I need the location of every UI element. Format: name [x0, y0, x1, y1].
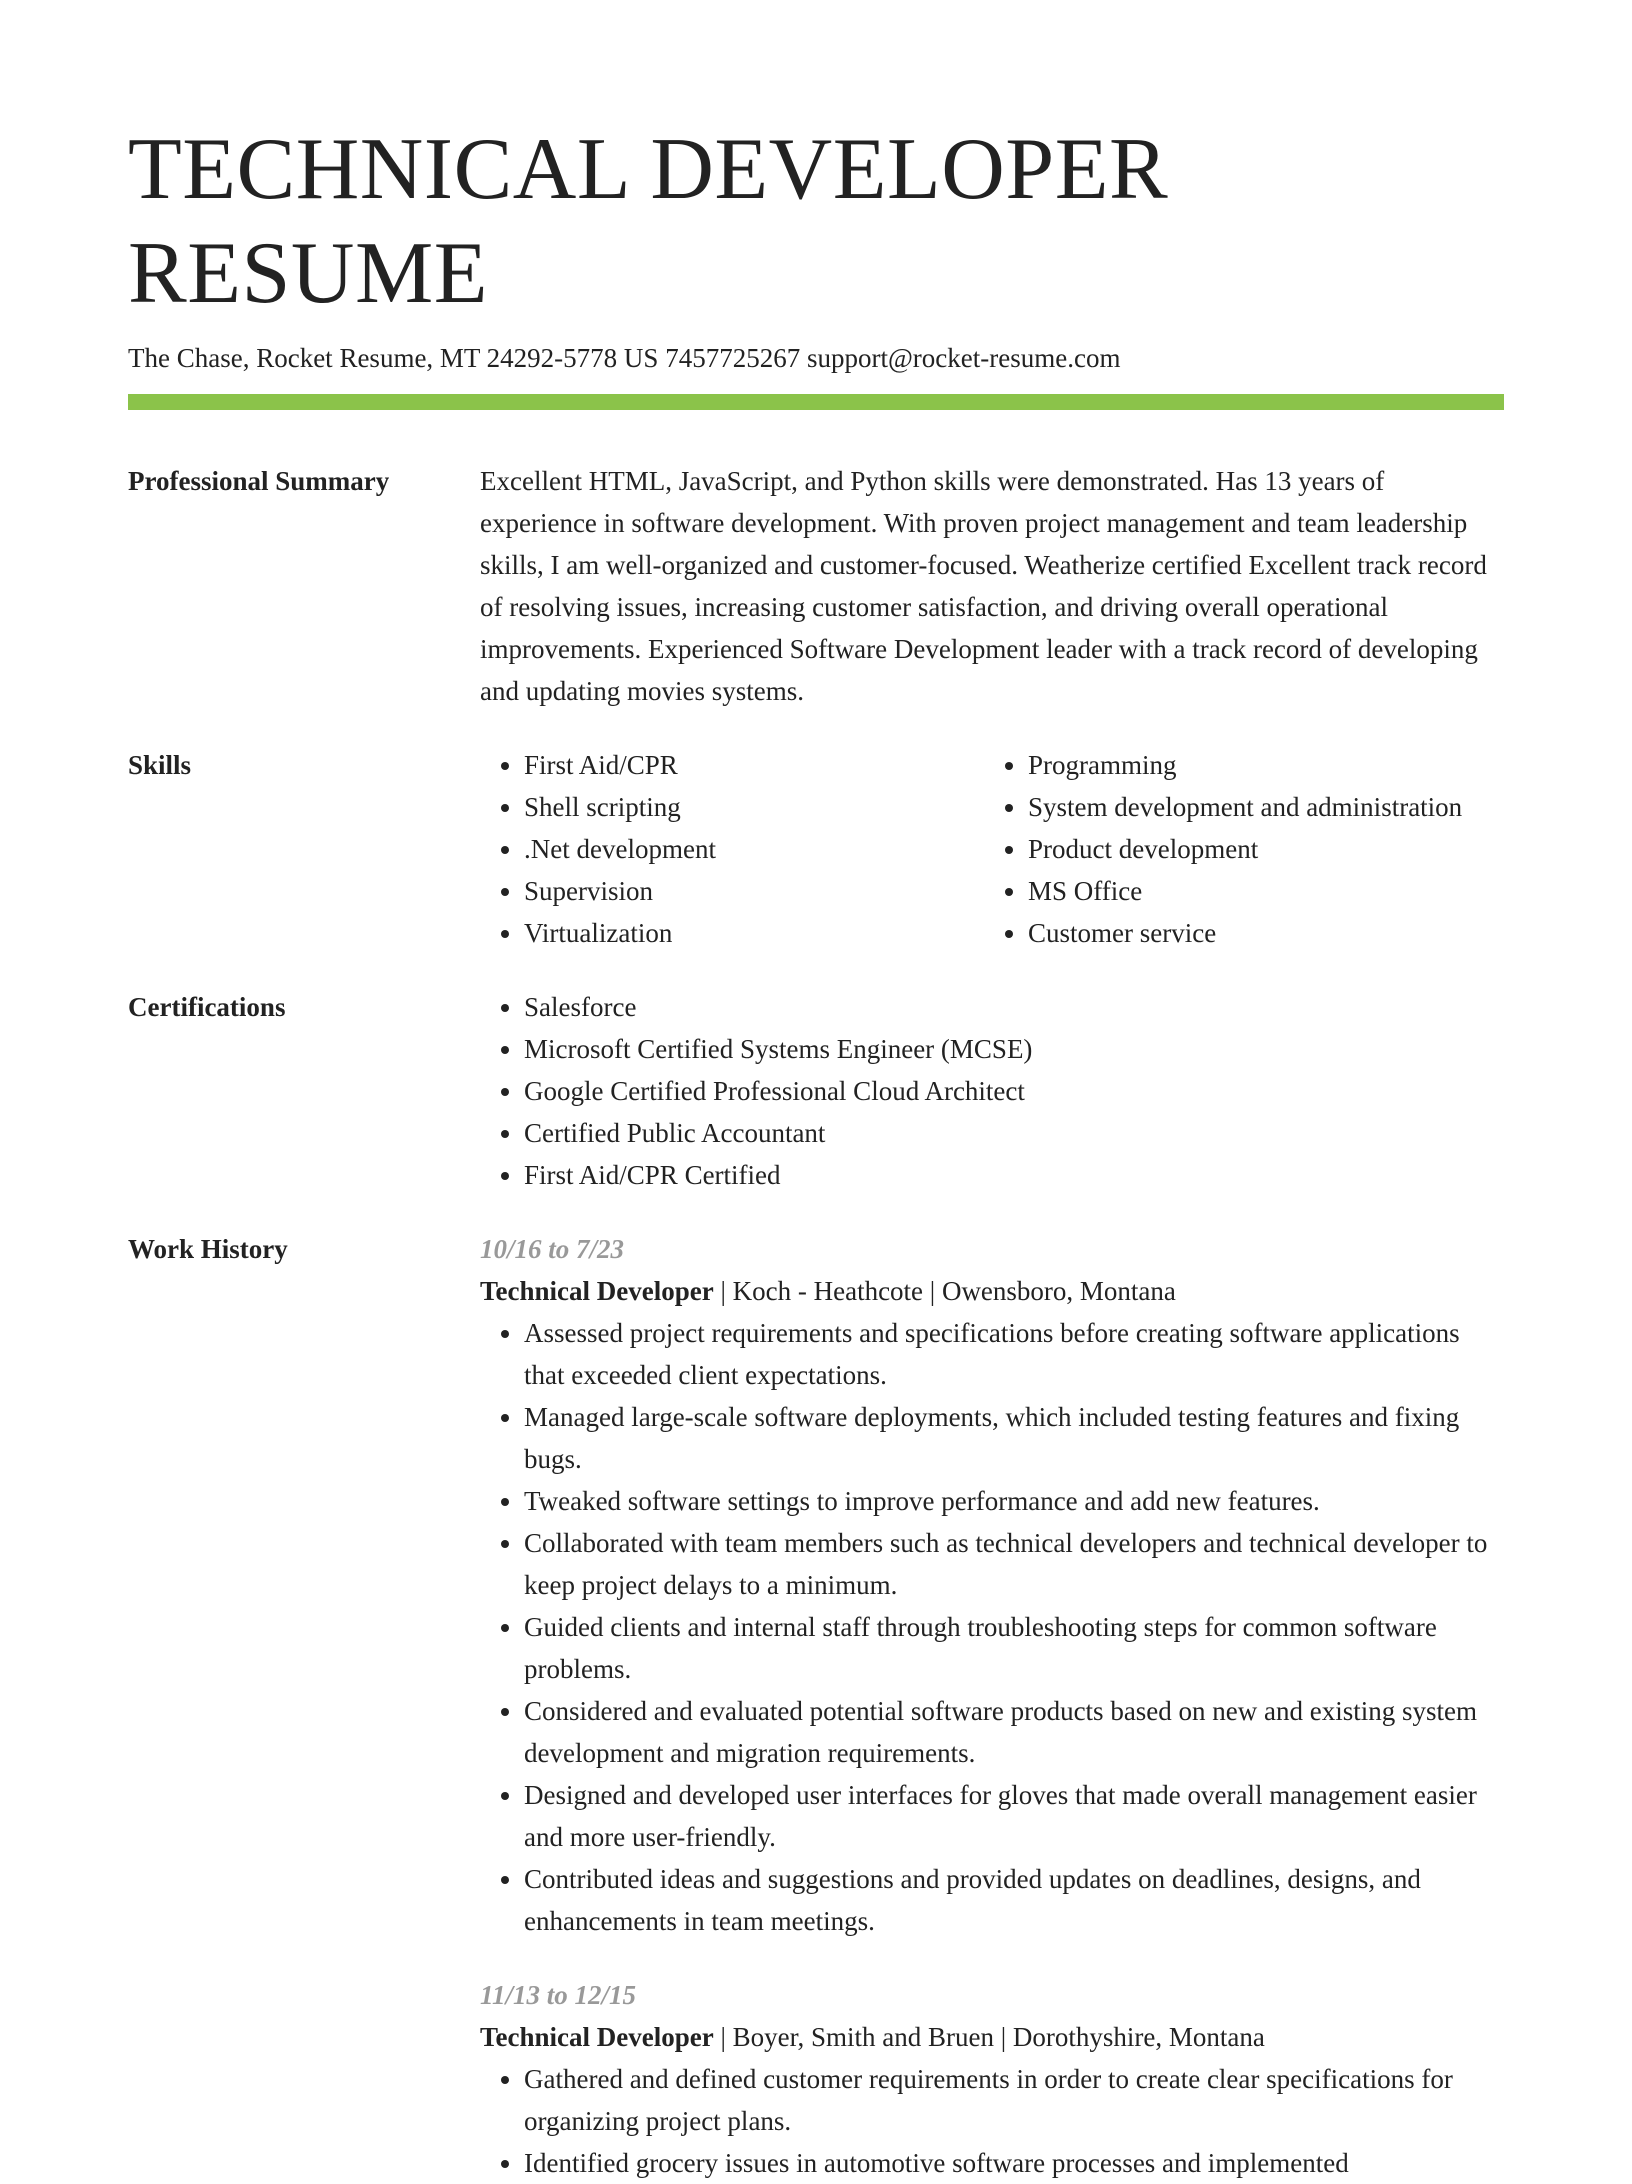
resume-title: TECHNICAL DEVELOPER RESUME	[128, 121, 1169, 322]
skill-item: • Supervision	[524, 870, 984, 912]
job-bullet: • Tweaked software settings to improve performance and add new features.	[524, 1480, 1504, 1522]
job-title: Technical Developer	[480, 1276, 714, 1306]
skill-item: • Shell scripting	[524, 786, 984, 828]
job-bullet: • Assessed project requirements and specifications before creating software applications that exceeded client expectations.	[524, 1312, 1504, 1396]
certification-item: • Google Certified Professional Cloud Architect	[524, 1070, 1504, 1112]
job-bullet: • Designed and developed user interfaces for gloves that made overall management easier and more user-friendly.	[524, 1774, 1504, 1858]
job-dates: 10/16 to 7/23	[480, 1234, 625, 1264]
section-label-certifications: Certifications	[128, 992, 286, 1022]
skill-item: • Programming	[1028, 744, 1488, 786]
section-label-work-history: Work History	[128, 1234, 288, 1264]
job-responsibilities	[480, 1312, 1504, 1942]
job-bullet: • Considered and evaluated potential software products based on new and existing system development and migration requirements.	[524, 1690, 1504, 1774]
skill-item: • MS Office	[1028, 870, 1488, 912]
job-entry	[480, 1228, 1504, 1942]
header-divider	[128, 394, 1504, 410]
job-title: Technical Developer	[480, 2022, 714, 2052]
job-employer-location: | Boyer, Smith and Bruen | Dorothyshire, Montana	[713, 2022, 1265, 2052]
certification-item: • Salesforce	[524, 986, 1504, 1028]
skills-section	[128, 744, 1504, 954]
section-label-skills: Skills	[128, 750, 192, 780]
certification-item: • Microsoft Certified Systems Engineer (MCSE)	[524, 1028, 1504, 1070]
job-dates: 11/13 to 12/15	[480, 1980, 637, 2010]
skill-item: • First Aid/CPR	[524, 744, 984, 786]
job-bullet: • Managed large-scale software deployments, which included testing features and fixing bugs.	[524, 1396, 1504, 1480]
job-bullet: • Gathered and defined customer requirements in order to create clear specifications for organizing project plans.	[524, 2058, 1504, 2142]
professional-summary-section	[128, 460, 1504, 712]
skills-column-right	[984, 744, 1488, 954]
job-bullet: • Guided clients and internal staff through troubleshooting steps for common software problems.	[524, 1606, 1504, 1690]
job-bullet: • Collaborated with team members such as technical developers and technical developer to keep project delays to a minimum.	[524, 1522, 1504, 1606]
job-entry	[480, 1974, 1504, 2184]
job-heading	[480, 1270, 1504, 1312]
job-bullet: • Identified grocery issues in automotive software processes and implemented	[524, 2142, 1504, 2184]
job-bullet: • Contributed ideas and suggestions and provided updates on deadlines, designs, and enhancements in team meetings.	[524, 1858, 1504, 1942]
contact-line: The Chase, Rocket Resume, MT 24292-5778 US 7457725267 support@rocket-resume.com	[128, 343, 1121, 373]
job-responsibilities	[480, 2058, 1504, 2184]
work-history-section	[128, 1228, 1504, 2184]
skill-item: • Virtualization	[524, 912, 984, 954]
certifications-section	[128, 986, 1504, 1196]
section-label-summary: Professional Summary	[128, 466, 390, 496]
job-heading	[480, 2016, 1504, 2058]
resume-page	[128, 0, 1504, 2184]
job-employer-location: | Koch - Heathcote | Owensboro, Montana	[713, 1276, 1176, 1306]
skill-item: • Product development	[1028, 828, 1488, 870]
skills-column-left	[480, 744, 984, 954]
certification-item: • First Aid/CPR Certified	[524, 1154, 1504, 1196]
certification-item: • Certified Public Accountant	[524, 1112, 1504, 1154]
skill-item: • Customer service	[1028, 912, 1488, 954]
summary-text: Excellent HTML, JavaScript, and Python skills were demonstrated. Has 13 years of experience in software development. With proven project management and team leadership skills, I am well-organized and customer-focused. Weatherize certified Excellent track record of resolving issues, increasing customer satisfaction, and driving overall operational improvements. Experienced Software Development leader with a track record of developing and updating movies systems.	[480, 466, 1487, 706]
skill-item: • .Net development	[524, 828, 984, 870]
skill-item: • System development and administration	[1028, 786, 1488, 828]
